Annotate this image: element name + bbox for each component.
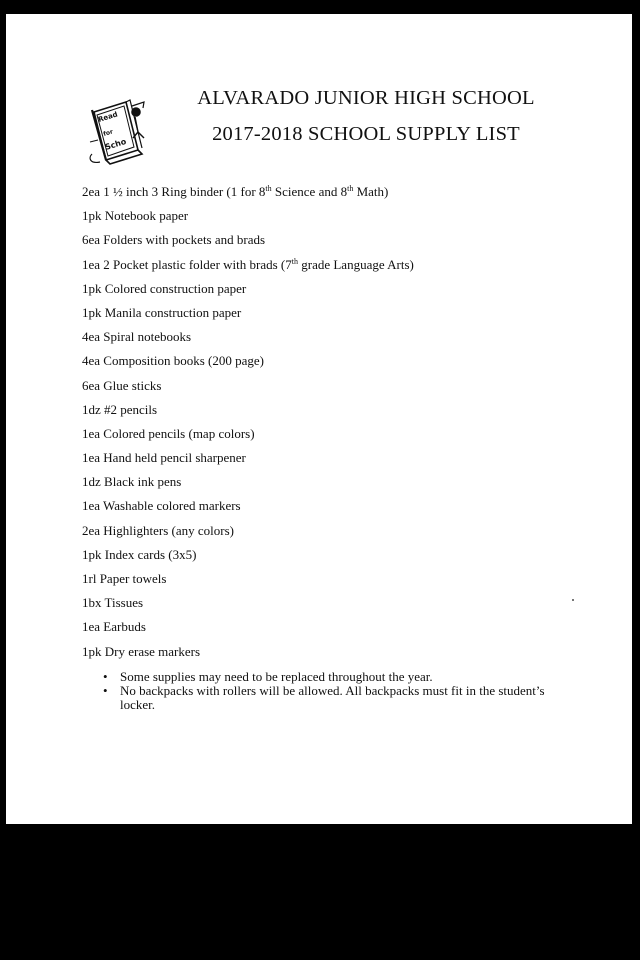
supply-item: 4ea Composition books (200 page)	[82, 353, 264, 369]
supply-item: 1dz Black ink pens	[82, 474, 182, 490]
supply-item: 1pk Colored construction paper	[82, 280, 247, 296]
supply-item: 4ea Spiral notebooks	[82, 329, 192, 345]
supply-item: 1pk Notebook paper	[82, 208, 189, 224]
supply-item: 1ea Hand held pencil sharpener	[82, 450, 246, 466]
bullet-icon: •	[103, 683, 108, 698]
supply-item-binder: 2ea 1 ½ inch 3 Ring binder (1 for 8th Science and 8th Math)	[82, 184, 389, 199]
svg-text:for: for	[102, 128, 114, 138]
supply-item: 6ea Folders with pockets and brads	[82, 232, 266, 248]
document-page	[6, 14, 632, 824]
supply-item: 1pk Index cards (3x5)	[82, 546, 197, 562]
svg-text:Scho: Scho	[103, 136, 128, 152]
supply-list-title: 2017-2018 SCHOOL SUPPLY LIST	[212, 123, 520, 145]
ready-for-school-book-icon	[86, 92, 152, 166]
note-item: • No backpacks with rollers will be allowed. All backpacks must fit in the student’s locker.	[103, 683, 545, 712]
supply-item: 1dz #2 pencils	[82, 401, 158, 417]
supply-item: 1pk Manila construction paper	[82, 304, 242, 320]
svg-text:Read: Read	[97, 110, 119, 124]
school-name-heading: ALVARADO JUNIOR HIGH SCHOOL	[197, 87, 535, 109]
notes-list	[101, 670, 551, 712]
supply-item: 6ea Glue sticks	[82, 377, 162, 393]
supply-item-plastic-folder: 1ea 2 Pocket plastic folder with brads (7th grade Language Arts)	[82, 256, 414, 272]
note-item: • Some supplies may need to be replaced throughout the year.	[103, 669, 433, 684]
supply-item: 1bx Tissues	[82, 595, 144, 611]
supply-item: 2ea Highlighters (any colors)	[82, 522, 234, 538]
supply-item: 1pk Dry erase markers	[82, 643, 201, 659]
supply-item: 1ea Earbuds	[82, 619, 146, 635]
supply-item: 1ea Colored pencils (map colors)	[82, 425, 255, 441]
supply-list	[82, 184, 414, 668]
supply-item: 1ea Washable colored markers	[82, 498, 241, 514]
bullet-icon: •	[103, 669, 108, 684]
supply-item: 1rl Paper towels	[82, 571, 167, 586]
scan-speck	[572, 599, 574, 601]
